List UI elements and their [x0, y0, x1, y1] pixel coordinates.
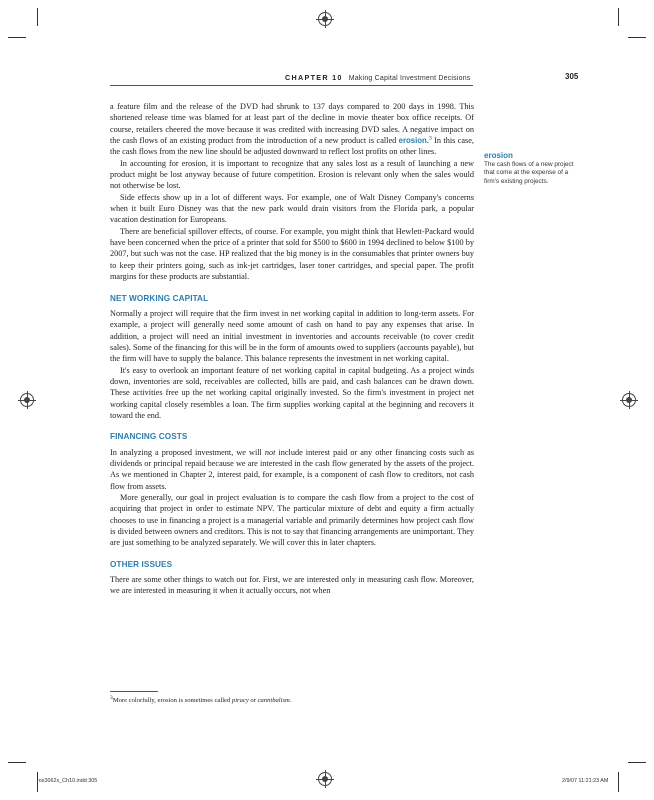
chapter-title: Making Capital Investment Decisions — [348, 75, 471, 82]
paragraph: In accounting for erosion, it is important to recognize that any sales lost as a result of launching a new product might be lost anyway because of future competition. Erosion is relevant only when the sales would not otherwise be lost. — [110, 158, 474, 191]
registration-mark-icon — [622, 393, 636, 407]
crop-mark — [8, 37, 26, 38]
emphasis: not — [264, 447, 276, 457]
paragraph — [110, 447, 474, 492]
section-heading-net-working-capital: NET WORKING CAPITAL — [110, 293, 209, 303]
paragraph: It's easy to overlook an important feature of net working capital in capital budgeting. As a project winds down, inventories are sold, receivables are collected, bills are paid, and cash balances can be drawn down. These activities free up the net working capital originally invested. So the firm's investment in project net working capital closely resembles a loan. The firm supplies working capital at the beginning and recovers it toward the end. — [110, 365, 474, 420]
crop-mark — [628, 762, 646, 763]
paragraph: There are beneficial spillover effects, of course. For example, you might think that Hewlett-Packard would have been concerned when the price of a printer that sold for $500 to $600 in 1994 declined to below $100 by 2007, but such was not the case. HP realized that the big money is in the consumables that printer owners buy to keep their printers going, such as ink-jet cartridges, laser toner cartridges, and special paper. The profit margins for these products are substantial. — [110, 226, 474, 282]
crop-mark — [37, 8, 38, 26]
body-text — [110, 101, 474, 597]
paragraph: More generally, our goal in project evaluation is to compare the cash flow from a project to the cost of acquiring that project in order to estimate NPV. The particular mixture of debt and equity a firm actually chooses to use in financing a project is a managerial variable and primarily determines how project cash flow is divided between owners and creditors. This is not to say that financing arrangements are unimportant. They are just something to be analyzed separately. We will cover this in later chapters. — [110, 493, 474, 548]
paragraph: Side effects show up in a lot of different ways. For example, one of Walt Disney Company's concerns when it built Euro Disney was that the new park would drain visitors from the Florida park, a popular vacation destination for Europeans. — [110, 192, 474, 225]
page-number: 305 — [565, 72, 579, 81]
footnote-text: . — [289, 697, 292, 704]
registration-mark-icon — [318, 772, 332, 786]
emphasis: cannibalism — [257, 697, 290, 704]
paragraph-text: In this case, the cash flows from the new line should be adjusted downward to reflect lost profits on other lines. — [110, 136, 474, 157]
footnote-ref: 3 — [428, 135, 432, 142]
paragraph-text: a feature film and the release of the DVD had shrunk to 137 days compared to 200 days in 1998. This shortened release time was blamed for at least part of the decline in movie theater box office receipts. Of course, retailers cheered the move because it was credited with increasing DVD sales. A negative impact on the cash flows of an existing product from the introduction of a new product is called — [110, 102, 474, 146]
footnote-rule — [110, 691, 158, 692]
running-header — [285, 73, 471, 82]
footnote-mark: 3 — [110, 694, 113, 701]
section-heading-financing-costs: FINANCING COSTS — [110, 432, 188, 442]
paragraph-text: In analyzing a proposed investment, we will — [110, 447, 265, 457]
crop-mark — [8, 762, 26, 763]
registration-mark-icon — [318, 12, 332, 26]
section-heading-other-issues: OTHER ISSUES — [110, 559, 173, 569]
paragraph: Normally a project will require that the firm invest in net working capital in addition to long-term assets. For example, a project will generally need some amount of cash on hand to pay any expenses that arise. In addition, a project will need an initial investment in inventories and accounts receivable (to cover credit sales). Some of the financing for this will be in the form of amounts owed to suppliers (accounts payable), but the firm will have to supply the balance. This balance represents the investment in net working capital. — [110, 308, 474, 364]
slug-filename: ros3062x_Ch10.indd 305 — [37, 778, 98, 784]
paragraph-text: include interest paid or any other financing costs such as dividends or principal repaid because we are interested in the cash flow generated by the assets of the project. As we mentioned in Chapter 2, interest paid, for example, is a component of cash flow to creditors, not cash flow from assets. — [110, 447, 474, 491]
chapter-label: CHAPTER 10 — [285, 73, 343, 82]
key-term-erosion: erosion. — [398, 136, 429, 146]
paragraph: There are some other things to watch out for. First, we are interested only in measuring cash flow. Moreover, we are interested in measuring it when it actually occurs, not when — [110, 575, 474, 596]
crop-mark — [618, 772, 619, 792]
footnote-text: More colorfully, erosion is sometimes called — [112, 697, 232, 704]
margin-glossary-note — [484, 151, 584, 186]
footnote-text: or — [248, 697, 258, 704]
emphasis: piracy — [231, 697, 249, 704]
header-rule — [110, 85, 473, 86]
crop-mark — [628, 37, 646, 38]
slug-timestamp: 2/9/07 11:21:23 AM — [562, 778, 609, 784]
glossary-term: erosion — [484, 151, 513, 160]
footnote — [110, 694, 292, 704]
registration-mark-icon — [20, 393, 34, 407]
paragraph — [110, 101, 474, 158]
crop-mark — [618, 8, 619, 26]
glossary-definition: The cash flows of a new project that come at the expense of a firm's existing projects. — [484, 161, 574, 185]
